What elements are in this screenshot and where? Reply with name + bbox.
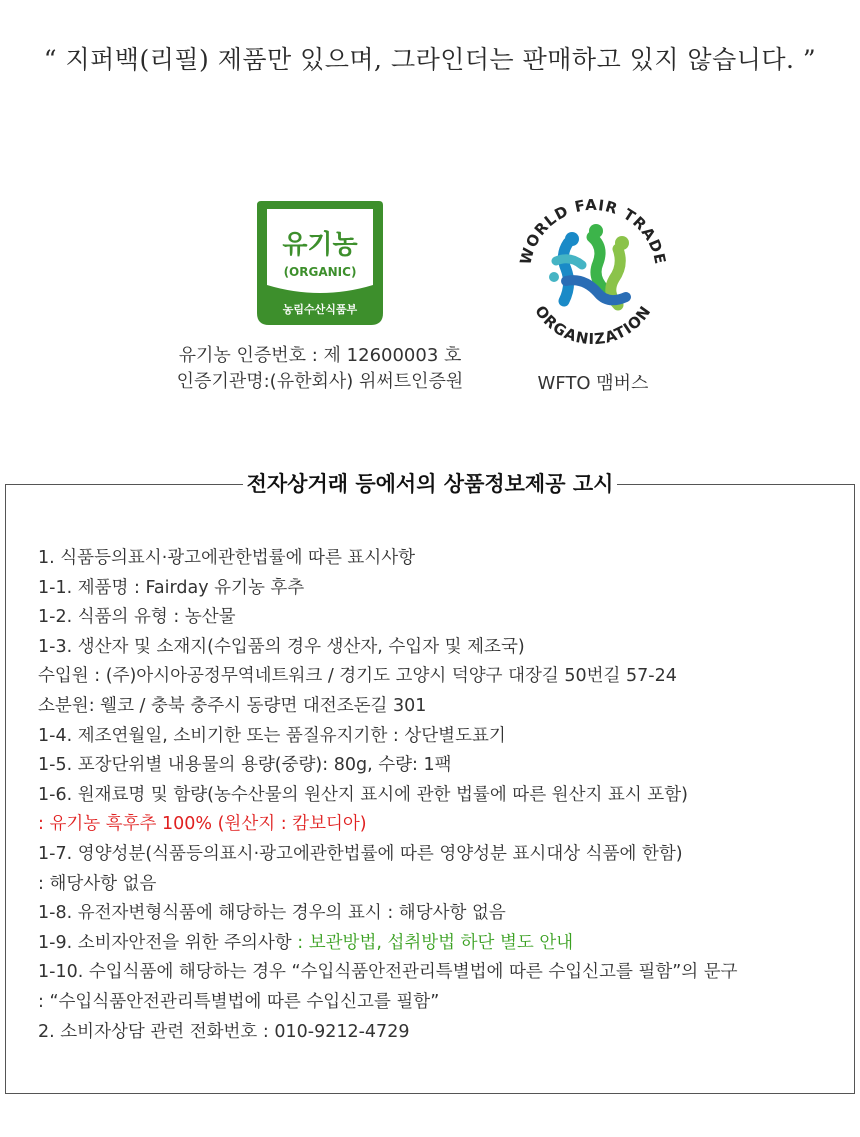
wfto-caption: WFTO 맴버스 (537, 373, 649, 394)
info-line-text: 1-9. 소비자안전을 위한 주의사항 (38, 932, 298, 953)
organic-logo-ministry: 농림수산식품부 (282, 303, 358, 316)
info-line-text: 1-7. 영양성분(식품등의표시·광고에관한법률에 따른 영양성분 표시대상 식품에 한함) (38, 843, 683, 864)
organic-logo-title: 유기농 (282, 230, 358, 260)
info-line-text: 1. 식품등의표시·광고에관한법률에 따른 표시사항 (38, 548, 416, 568)
info-line-text: 1-3. 생산자 및 소재지(수입품의 경우 생산자, 수입자 및 제조국) (38, 636, 525, 657)
info-line-text: 1-4. 제조연월일, 소비기한 또는 품질유지기한 : 상단별도표기 (38, 725, 506, 746)
wfto-ring-bottom: ORGANIZATION (531, 302, 655, 349)
info-line (38, 958, 848, 988)
organic-caption (130, 343, 510, 395)
info-line-text: : “수입식품안전관리특별법에 따른 수입신고를 필함” (38, 991, 440, 1012)
refill-notice: “ 지퍼백(리필) 제품만 있으며, 그라인더는 판매하고 있지 않습니다. ” (43, 45, 817, 74)
info-line-text: 1-8. 유전자변형식품에 해당하는 경우의 표시 : 해당사항 없음 (38, 903, 506, 924)
organic-cert-number: 유기농 인증번호 : 제 12600003 호 (178, 345, 462, 366)
info-line (38, 751, 848, 781)
product-info-title-wrap (0, 468, 860, 498)
info-line (38, 692, 848, 722)
info-line-text: 1-10. 수입식품에 해당하는 경우 “수입식품안전관리특별법에 따른 수입신고를 필함”의 문구 (38, 962, 738, 983)
organic-cert-agency: 인증기관명:(유한회사) 위써트인증원 (176, 371, 464, 392)
info-line (38, 662, 848, 692)
info-line (38, 929, 848, 959)
info-line (38, 781, 848, 811)
info-line-text: 1-2. 식품의 유형 : 농산물 (38, 607, 236, 628)
product-info-title: 전자상거래 등에서의 상품정보제공 고시 (243, 468, 618, 498)
info-line (38, 574, 848, 604)
info-line (38, 899, 848, 929)
info-line (38, 988, 848, 1018)
organic-logo-sub: (ORGANIC) (283, 265, 357, 279)
certification-badges (0, 185, 860, 405)
wfto-logo (508, 185, 678, 355)
info-line-highlight: : 유기농 흑후추 100% (원산지 : 캄보디아) (38, 814, 367, 835)
info-line (38, 722, 848, 752)
info-line (38, 870, 848, 900)
info-line-text: 소분원: 웰코 / 충북 충주시 동량면 대전조돈길 301 (38, 695, 427, 716)
info-line-text: 1-6. 원재료명 및 함량(농수산물의 원산지 표시에 관한 법률에 따른 원산지 표시 포함) (38, 784, 688, 805)
info-line (38, 544, 848, 574)
info-line (38, 603, 848, 633)
info-line (38, 810, 848, 840)
info-line-text: 수입원 : (주)아시아공정무역네트워크 / 경기도 고양시 덕양구 대장길 50번길 57-24 (38, 666, 677, 687)
info-line-text: 1-5. 포장단위별 내용물의 용량(중량): 80g, 수량: 1팩 (38, 755, 452, 776)
info-line (38, 840, 848, 870)
info-line (38, 633, 848, 663)
info-line-text: 2. 소비자상담 관련 전화번호 : 010-9212-4729 (38, 1021, 410, 1042)
info-line (38, 1018, 848, 1048)
product-info-list (38, 544, 848, 1047)
info-line-text: 1-1. 제품명 : Fairday 유기농 후추 (38, 577, 305, 598)
info-line-highlight: : 보관방법, 섭취방법 하단 별도 안내 (297, 932, 574, 953)
info-line-text: : 해당사항 없음 (38, 873, 157, 894)
wfto-ring-top: WORLD FAIR TRADE (516, 195, 670, 267)
organic-certification-logo (257, 201, 383, 325)
